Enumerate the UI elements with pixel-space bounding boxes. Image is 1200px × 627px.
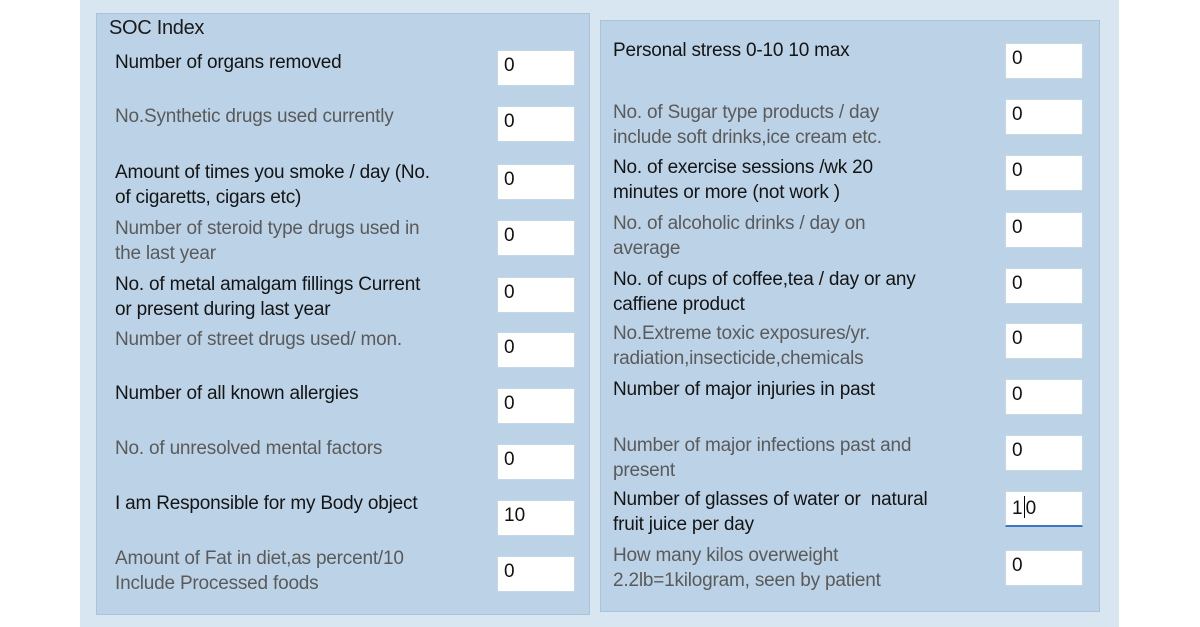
numeric-input[interactable]: 0 bbox=[497, 556, 575, 592]
numeric-input[interactable]: 0 bbox=[1005, 323, 1083, 359]
field-label: No. of alcoholic drinks / day on average bbox=[613, 213, 866, 259]
numeric-input[interactable]: 1 0 bbox=[1005, 491, 1083, 527]
field-label: How many kilos overweight 2.2lb=1kilogram, seen by patient bbox=[613, 545, 881, 591]
numeric-input[interactable]: 0 bbox=[497, 164, 575, 200]
numeric-input[interactable]: 0 bbox=[1005, 43, 1083, 79]
field-label: Amount of Fat in diet,as percent/10 Include Processed foods bbox=[115, 548, 404, 594]
numeric-input[interactable]: 0 bbox=[1005, 155, 1083, 191]
numeric-input[interactable]: 0 bbox=[497, 444, 575, 480]
numeric-input[interactable]: 10 bbox=[497, 500, 575, 536]
lifestyle-group bbox=[600, 20, 1100, 612]
numeric-input[interactable]: 0 bbox=[1005, 99, 1083, 135]
numeric-input[interactable]: 0 bbox=[497, 277, 575, 313]
numeric-input[interactable]: 0 bbox=[497, 106, 575, 142]
numeric-input[interactable]: 0 bbox=[497, 220, 575, 256]
numeric-input[interactable]: 0 bbox=[1005, 435, 1083, 471]
soc-index-group bbox=[96, 13, 590, 615]
field-label: No. of unresolved mental factors bbox=[115, 438, 383, 459]
numeric-input[interactable]: 0 bbox=[1005, 268, 1083, 304]
numeric-input[interactable]: 0 bbox=[1005, 212, 1083, 248]
field-label: Number of street drugs used/ mon. bbox=[115, 329, 402, 350]
field-label: No. of Sugar type products / day include soft drinks,ice cream etc. bbox=[613, 102, 882, 148]
field-label: Number of organs removed bbox=[115, 52, 342, 73]
field-label: Amount of times you smoke / day (No. of cigaretts, cigars etc) bbox=[115, 162, 430, 208]
numeric-input[interactable]: 0 bbox=[497, 50, 575, 86]
field-label: Number of glasses of water or natural fruit juice per day bbox=[613, 489, 928, 535]
group-title: SOC Index bbox=[109, 17, 205, 39]
field-label: No.Synthetic drugs used currently bbox=[115, 106, 394, 127]
field-label: Number of major infections past and present bbox=[613, 435, 912, 481]
numeric-input[interactable]: 0 bbox=[1005, 550, 1083, 586]
field-label: Number of major injuries in past bbox=[613, 379, 875, 400]
numeric-input[interactable]: 0 bbox=[497, 388, 575, 424]
field-label: No. of metal amalgam fillings Current or present during last year bbox=[115, 274, 421, 320]
field-label: No. of exercise sessions /wk 20 minutes or more (not work ) bbox=[613, 157, 873, 203]
field-label: I am Responsible for my Body object bbox=[115, 493, 418, 514]
field-label: Number of all known allergies bbox=[115, 383, 359, 404]
field-label: Number of steroid type drugs used in the last year bbox=[115, 218, 420, 264]
soc-index-window bbox=[80, 0, 1119, 627]
field-label: No.Extreme toxic exposures/yr. radiation,insecticide,chemicals bbox=[613, 323, 870, 369]
numeric-input[interactable]: 0 bbox=[497, 332, 575, 368]
field-label: No. of cups of coffee,tea / day or any caffiene product bbox=[613, 269, 916, 315]
field-label: Personal stress 0-10 10 max bbox=[613, 40, 850, 61]
numeric-input[interactable]: 0 bbox=[1005, 379, 1083, 415]
text-caret bbox=[1024, 496, 1025, 518]
